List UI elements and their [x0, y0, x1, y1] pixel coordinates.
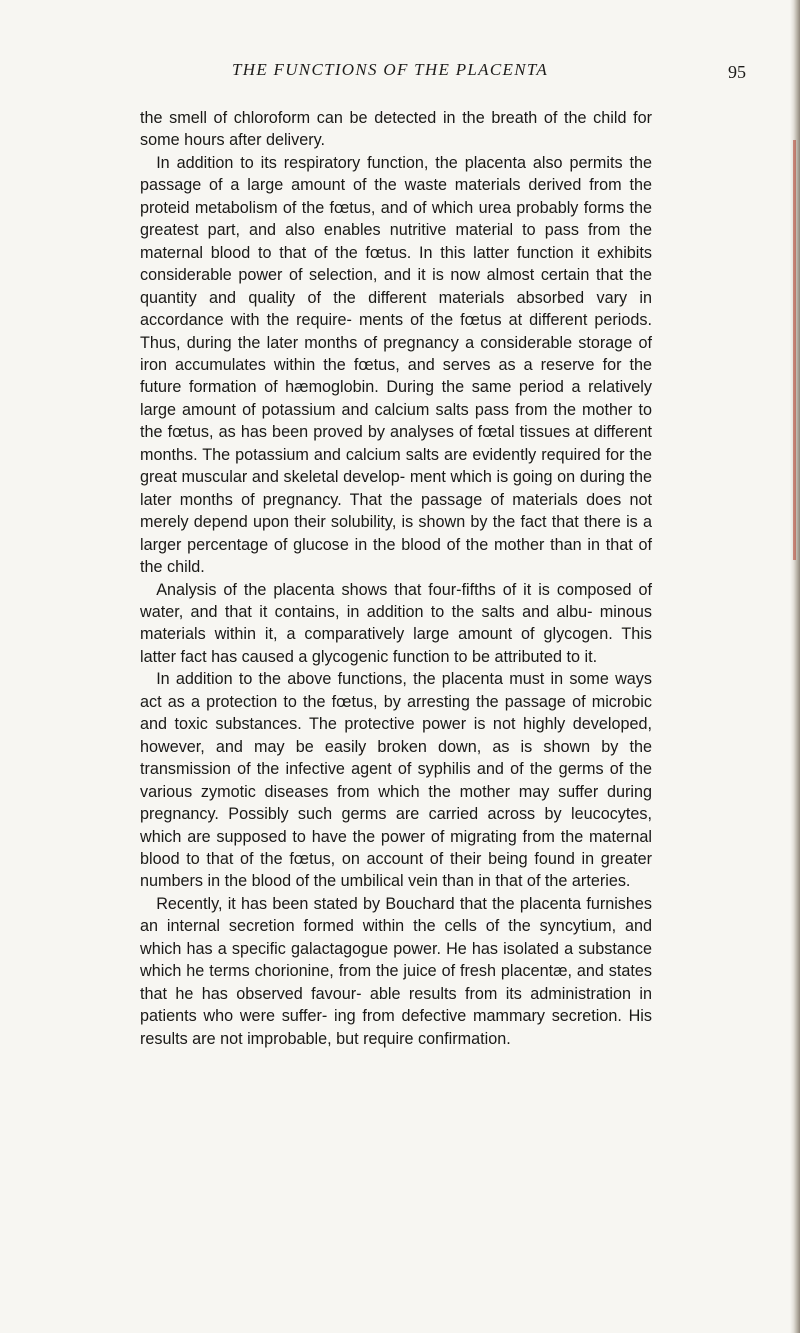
paragraph-internal-secretion: Recently, it has been stated by Bouchard that the placenta furnishes an internal secretion formed within the cells of the syncytium, and which has a specific galactagogue power. He has isolated a substance which he terms chorionine, from the juice of fresh placentæ, and states that he has observed favour- able results from its administration in patients who were suffer- ing from defective mammary secretion. His results are not improbable, but require confirmation.: [140, 894, 652, 1048]
body-text: [140, 107, 652, 1050]
paragraph-protective-function: In addition to the above functions, the placenta must in some ways act as a protection to the fœtus, by arresting the passage of microbic and toxic substances. The protective power is not highly developed, however, and may be easily broken down, as is shown by the transmission of the infective agent of syphilis and of the germs of the various zymotic diseases from which the mother may suffer during pregnancy. Possibly such germs are carried across by leucocytes, which are supposed to have the power of migrating from the maternal blood to that of the fœtus, on account of their being found in greater numbers in the blood of the umbilical vein than in that of the arteries.: [140, 670, 652, 891]
page-number: 95: [728, 62, 746, 82]
paragraph-placenta-composition: Analysis of the placenta shows that four-fifths of it is composed of water, and that it contains, in addition to the salts and albu- minous materials within it, a comparatively large amount of glycogen. This latter fact has caused a glycogenic function to be attributed to it.: [140, 580, 652, 666]
paragraph-placental-transfer: In addition to its respiratory function, the placenta also permits the passage of a large amount of the waste materials derived from the proteid metabolism of the fœtus, and of which urea probably forms the greatest part, and also enables nutritive material to pass from the maternal blood to that of the fœtus. In this latter function it exhibits considerable power of selection, and it is now almost certain that the quantity and quality of the different materials absorbed vary in accordance with the require- ments of the fœtus at different periods. Thus, during the later months of pregnancy a considerable storage of iron accumulates within the fœtus, and serves as a reserve for the future formation of hæmoglobin. During the same period a relatively large amount of potassium and calcium salts pass from the mother to the fœtus, as has been proved by analyses of fœtal tissues at different months. The potassium and calcium salts are evidently required for the great muscular and skeletal develop- ment which is going on during the later months of pregnancy. That the passage of materials does not merely depend upon their solubility, is shown by the fact that there is a larger percentage of glucose in the blood of the mother than in that of the child.: [140, 153, 652, 577]
page-edge-red-mark: [793, 140, 796, 560]
running-head-title: THE FUNCTIONS OF THE PLACENTA: [231, 60, 549, 79]
paragraph-continued: the smell of chloroform can be detected in the breath of the child for some hours after delivery.: [140, 109, 652, 150]
